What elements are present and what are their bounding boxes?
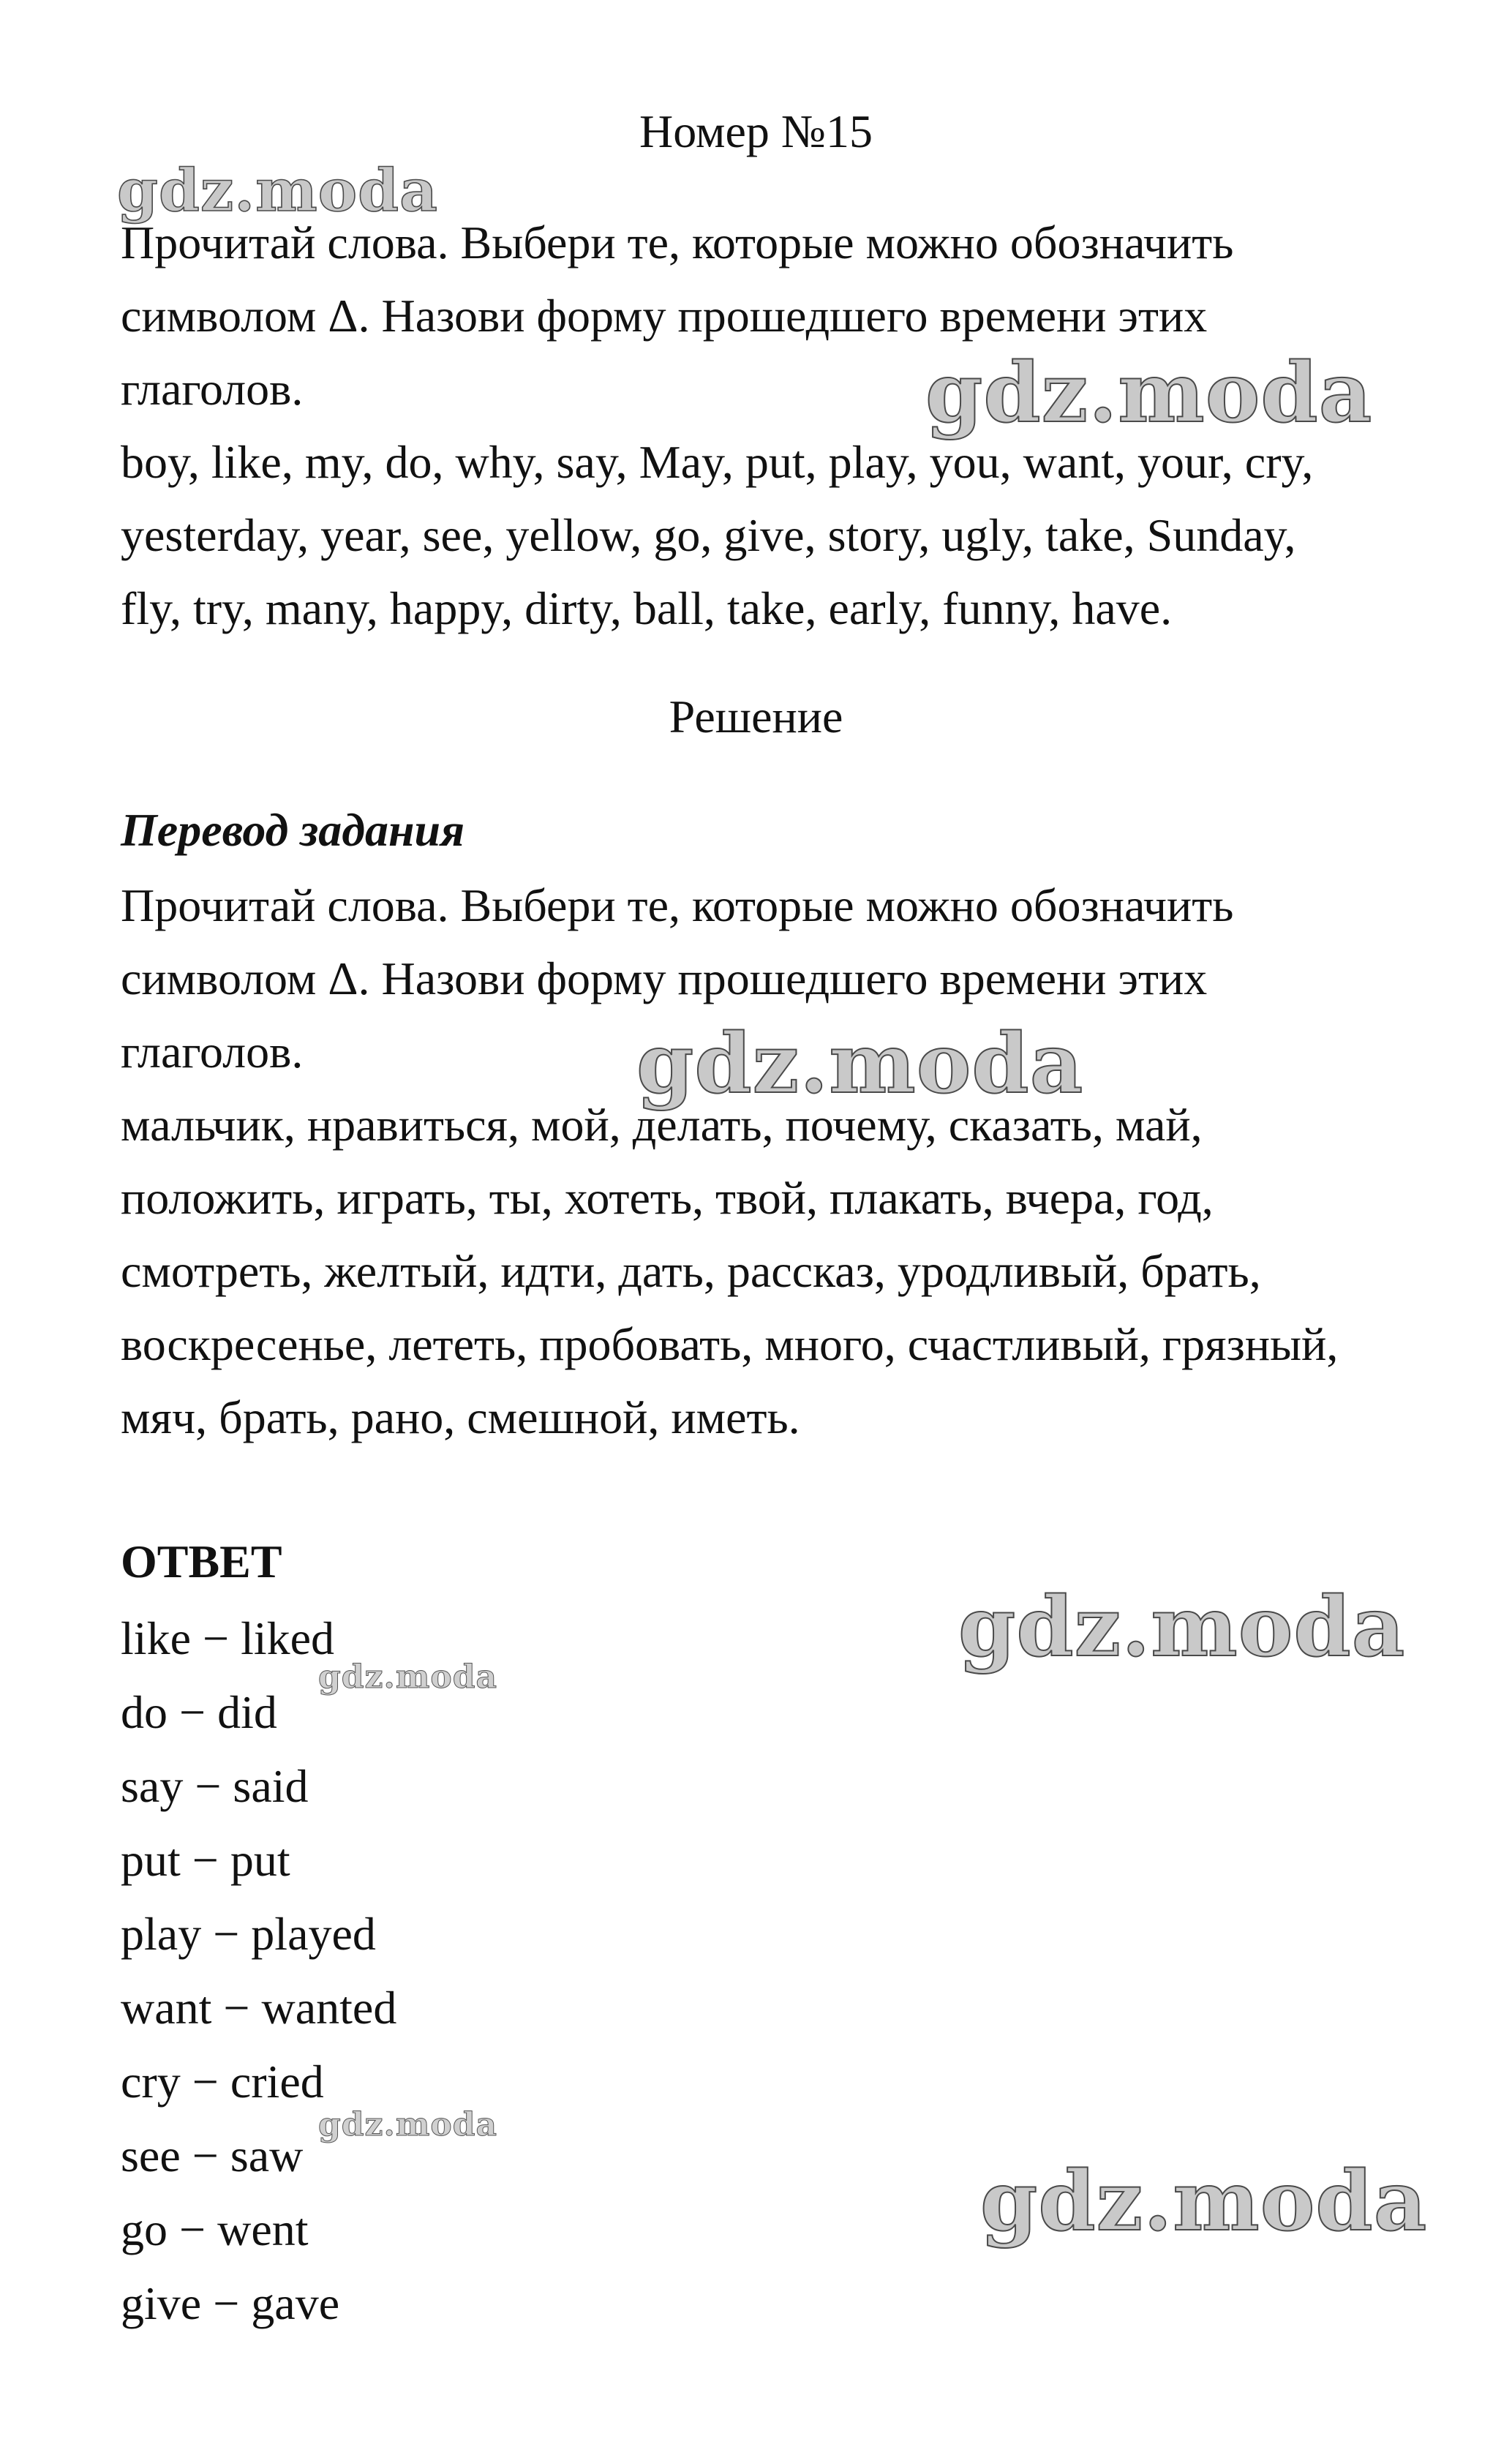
solution-heading: Решение — [669, 691, 843, 743]
translation-text — [121, 869, 1430, 1454]
watermark-logo: gdz.moda — [958, 1579, 1406, 1675]
translation-heading: Перевод задания — [121, 804, 465, 856]
translation-line: мальчик, нравиться, мой, делать, почему, сказать, май, — [121, 1099, 1203, 1151]
answer-item: play − played — [121, 1908, 376, 1960]
task-text — [121, 206, 1430, 645]
answer-heading: ОТВЕТ — [121, 1536, 282, 1587]
translation-line: мяч, брать, рано, смешной, иметь. — [121, 1391, 800, 1443]
answer-item: give − gave — [121, 2277, 340, 2329]
watermark-logo: gdz.moda — [925, 345, 1373, 441]
watermark-logo: gdz.moda — [117, 156, 438, 225]
answer-item: put − put — [121, 1834, 290, 1886]
answer-item: want − wanted — [121, 1982, 397, 2034]
answer-item: like − liked — [121, 1612, 335, 1664]
task-line: символом Δ. Назови форму прошедшего времени этих — [121, 290, 1208, 342]
task-line: boy, like, my, do, why, say, May, put, play, you, want, your, cry, — [121, 436, 1314, 488]
watermark-logo: gdz.moda — [318, 1658, 498, 1696]
task-line: глаголов. — [121, 363, 304, 415]
task-line: fly, try, many, happy, dirty, ball, take, early, funny, have. — [121, 582, 1173, 634]
answer-item: cry − cried — [121, 2056, 324, 2108]
task-line: Прочитай слова. Выбери те, которые можно обозначить — [121, 217, 1234, 268]
translation-line: глаголов. — [121, 1026, 304, 1078]
translation-line: символом Δ. Назови форму прошедшего времени этих — [121, 952, 1208, 1004]
answer-item: go − went — [121, 2203, 309, 2255]
watermark-logo: gdz.moda — [980, 2154, 1428, 2249]
exercise-title: Номер №15 — [639, 105, 873, 157]
task-line: yesterday, year, see, yellow, go, give, story, ugly, take, Sunday, — [121, 509, 1296, 561]
answer-item: say − said — [121, 1760, 309, 1812]
answer-item: do − did — [121, 1686, 277, 1738]
translation-line: положить, играть, ты, хотеть, твой, плакать, вчера, год, — [121, 1172, 1214, 1224]
translation-line: Прочитай слова. Выбери те, которые можно обозначить — [121, 879, 1234, 931]
translation-line: смотреть, желтый, идти, дать, рассказ, уродливый, брать, — [121, 1245, 1261, 1297]
watermark-logo: gdz.moda — [318, 2106, 498, 2143]
answer-list — [121, 1606, 396, 2345]
translation-line: воскресенье, лететь, пробовать, много, счастливый, грязный, — [121, 1318, 1339, 1370]
answer-item: see − saw — [121, 2130, 304, 2181]
watermark-logo: gdz.moda — [636, 1016, 1084, 1112]
